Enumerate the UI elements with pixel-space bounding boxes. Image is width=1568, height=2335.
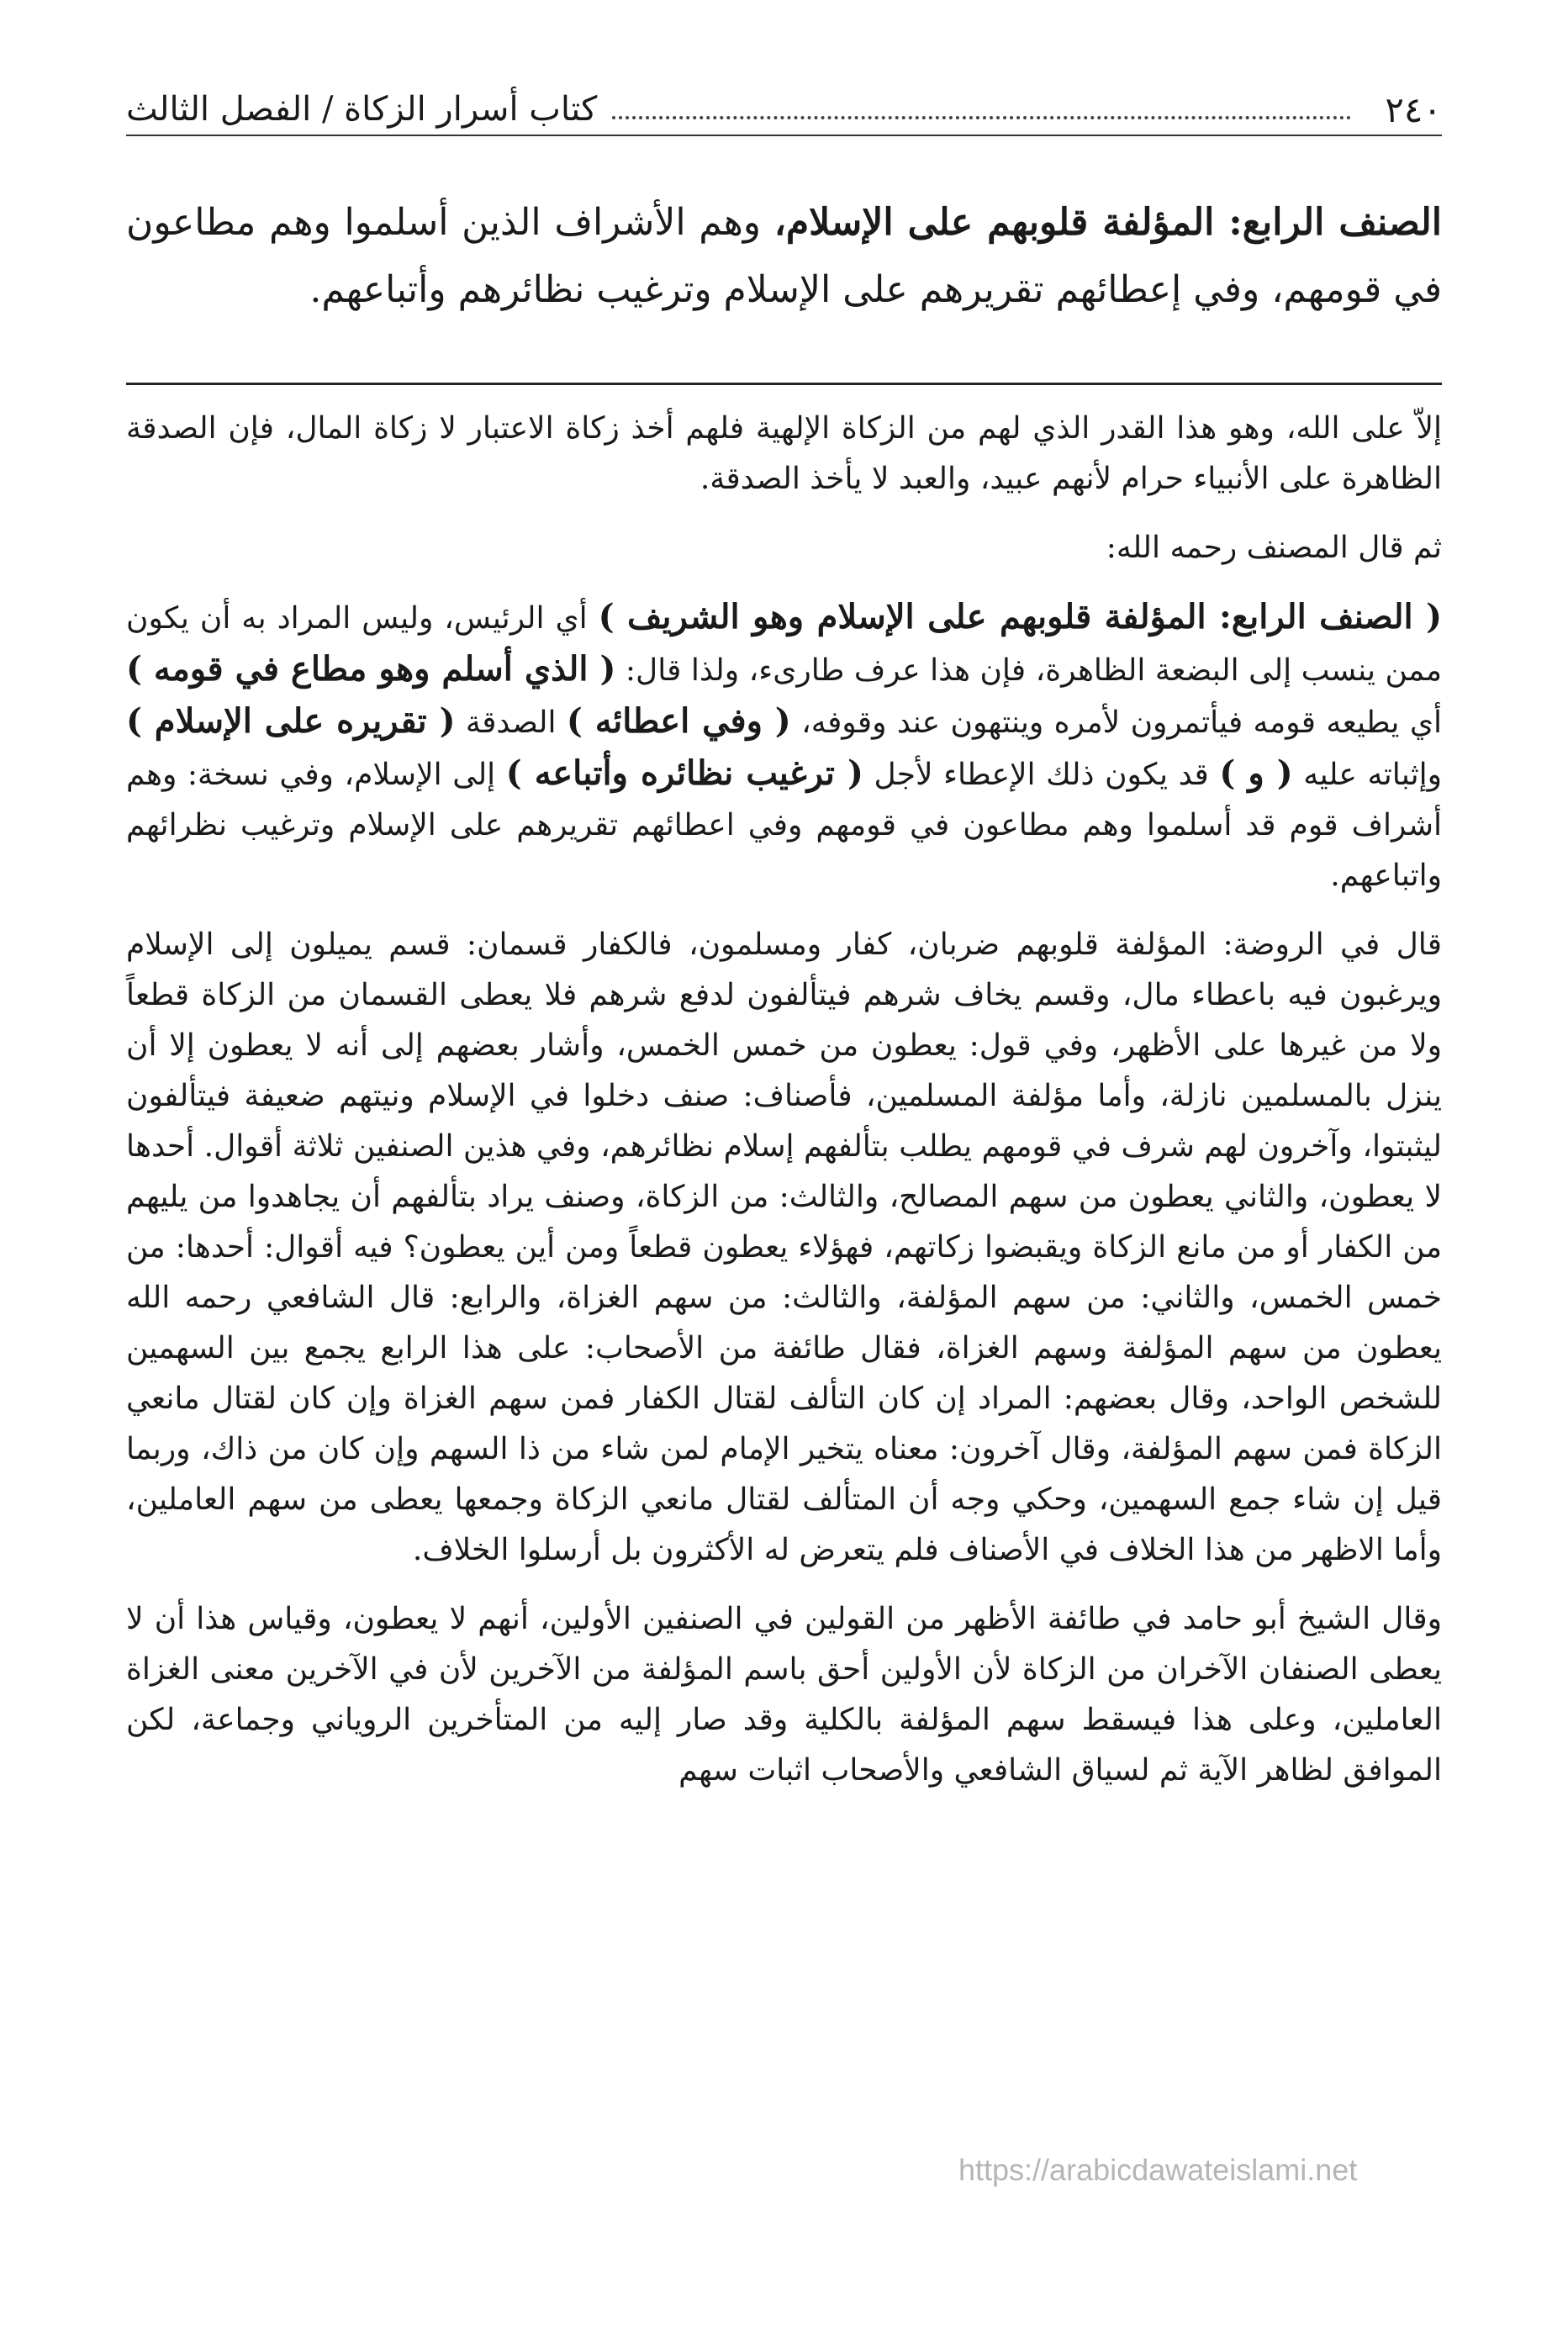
main-text	[126, 189, 1442, 324]
commentary-text: أي الرئيس، وليس المراد به أن يكون ممن ينسب إلى البضعة الظاهرة، فإن هذا عرف طارىء، ولذا قال:	[126, 601, 1442, 688]
main-text-heading: الصنف الرابع: المؤلفة قلوبهم على الإسلام،	[773, 201, 1443, 244]
page-number: ٢٤٠	[1385, 88, 1442, 130]
commentary-paragraph-5: وقال الشيخ أبو حامد في طائفة الأظهر من القولين في الصنفين الأولين، أنهم لا يعطون، وقياس هذا أن لا يعطى الصنفان الآخران من الزكاة لأن الأولين أحق باسم المؤلفة من الآخرين لأن في الآخرين معنى الغزاة العاملين، وعلى هذا فيسقط سهم المؤلفة بالكلية وقد صار إليه من المتأخرين الروياني وجماعة، لكن الموافق لظاهر الآية ثم لسياق الشافعي والأصحاب اثبات سهم	[126, 1602, 1442, 1788]
header-dotted-leader	[612, 116, 1351, 119]
footnote-divider	[126, 383, 1442, 385]
commentary-paragraph-1: إلاّ على الله، وهو هذا القدر الذي لهم من الزكاة الإلهية فلهم أخذ زكاة الاعتبار لا زكاة المال، فإن الصدقة الظاهرة على الأنبياء حرام لأنهم عبيد، والعبد لا يأخذ الصدقة.	[126, 411, 1442, 496]
quoted-matn: ( و )	[1219, 753, 1293, 793]
commentary-text: أي يطيعه قومه فيأتمرون لأمره وينتهون عند وقوفه،	[790, 705, 1443, 740]
commentary-paragraph-3	[126, 592, 1442, 901]
commentary-text: وإثباته عليه	[1292, 758, 1443, 792]
main-text-body: وهم الأشراف الذين أسلموا وهم مطاعون في قومهم، وفي إعطائهم تقريرهم على الإسلام وترغيب نظائرهم وأتباعهم.	[126, 201, 1442, 311]
commentary-paragraph-2: ثم قال المصنف رحمه الله:	[1106, 531, 1442, 565]
quoted-matn: ( الصنف الرابع: المؤلفة قلوبهم على الإسلام وهو الشريف )	[598, 597, 1442, 637]
quoted-matn: ( الذي أسلم وهو مطاع في قومه )	[126, 649, 616, 689]
running-title: كتاب أسرار الزكاة / الفصل الثالث	[126, 90, 598, 129]
commentary-text: إلى الإسلام، وفي نسخة: وهم أشراف قوم قد أسلموا وهم مطاعون في قومهم وفي اعطائهم تقريرهم على الإسلام وترغيب نظرائهم واتباعهم.	[126, 758, 1442, 893]
commentary-text: قد يكون ذلك الإعطاء لأجل	[863, 758, 1220, 792]
watermark-url: https://arabicdawateislami.net	[958, 2153, 1358, 2187]
quoted-matn: ( تقريره على الإسلام )	[126, 701, 456, 741]
quoted-matn: ( وفي اعطائه )	[566, 701, 791, 741]
page-header	[126, 84, 1442, 136]
commentary-paragraph-4: قال في الروضة: المؤلفة قلوبهم ضربان، كفار ومسلمون، فالكفار قسمان: قسم يميلون إلى الإسلام ويرغبون فيه باعطاء مال، وقسم يخاف شرهم فيتألفون لدفع شرهم فلا يعطى القسمان من الزكاة قطعاً ولا من غيرها على الأظهر، وفي قول: يعطون من خمس الخمس، وأشار بعضهم إلى أنه لا يعطون إلا أن ينزل بالمسلمين نازلة، وأما مؤلفة المسلمين، فأصناف: صنف دخلوا في الإسلام ونيتهم ضعيفة فيتألفون ليثبتوا، وآخرون لهم شرف في قومهم يطلب بتألفهم إسلام نظائرهم، وفي هذين الصنفين ثلاثة أقوال. أحدها لا يعطون، والثاني يعطون من سهم المصالح، والثالث: من الزكاة، وصنف يراد بتألفهم أن يجاهدوا من يليهم من الكفار أو من مانع الزكاة ويقبضوا زكاتهم، فهؤلاء يعطون قطعاً ومن أين يعطون؟ فيه أقوال: أحدها: من خمس الخمس، والثاني: من سهم المؤلفة، والثالث: من سهم الغزاة، والرابع: قال الشافعي رحمه الله يعطون من سهم المؤلفة وسهم الغزاة، فقال طائفة من الأصحاب: على هذا الرابع يجمع بين السهمين للشخص الواحد، وقال بعضهم: المراد إن كان التألف لقتال الكفار فمن سهم الغزاة وإن كان لقتال مانعي الزكاة فمن سهم المؤلفة، وقال آخرون: معناه يتخير الإمام لمن شاء من ذا السهم وإن كان من ذاك، وربما قيل إن شاء جمع السهمين، وحكي وجه أن المتألف لقتال مانعي الزكاة وجمعها يعطى من سهم العاملين، وأما الاظهر من هذا الخلاف في الأصناف فلم يتعرض له الأكثرون بل أرسلوا الخلاف.	[126, 927, 1443, 1567]
commentary-text: الصدقة	[455, 705, 567, 740]
quoted-matn: ( ترغيب نظائره وأتباعه )	[505, 753, 863, 793]
commentary-section	[126, 404, 1442, 1815]
